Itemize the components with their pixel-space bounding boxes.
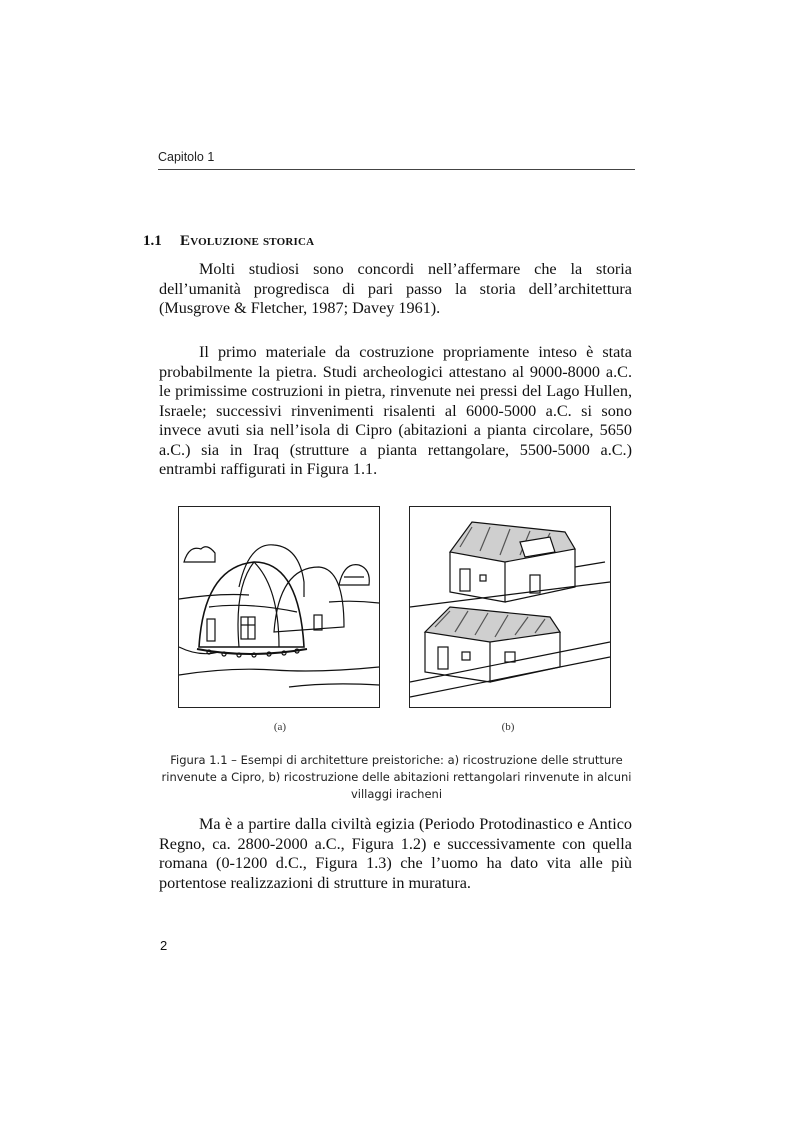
page-number: 2 bbox=[160, 938, 168, 953]
circular-huts-illustration bbox=[179, 507, 379, 707]
header-divider bbox=[158, 169, 635, 170]
figure-label-a: (a) bbox=[273, 721, 287, 733]
paragraph-1: Molti studiosi sono concordi nell’affermare che la storia dell’umanità progredisca di pari passo la storia dell’architettura (Musgrove & Fletcher, 1987; Davey 1961). bbox=[159, 260, 632, 317]
paragraph-3: Ma è a partire dalla civiltà egizia (Periodo Protodinastico e Antico Regno, ca. 2800-2000 a.C., Figura 1.2) e successivamente con quella romana (0-1200 d.C., Figura 1.3) che l’uomo ha dato vita alle più portentose realizzazioni di strutture in muratura. bbox=[159, 815, 632, 892]
figure-label-b: (b) bbox=[501, 721, 515, 733]
rectangular-houses-illustration bbox=[410, 507, 610, 707]
section-number: 1.1 bbox=[143, 233, 162, 249]
paragraph-2: Il primo materiale da costruzione propriamente inteso è stata probabilmente la pietra. Studi archeologici attestano al 9000-8000 a.C. le primissime costruzioni in pietra, rinvenute nei pressi del Lago Hullen, Israele; successivi rinvenimenti risalenti al 6000-5000 a.C. si sono invece avuti sia nell’isola di Cipro (abitazioni a pianta circolare, 5650 a.C.) sia in Iraq (strutture a pianta rettangolare, 5500-5000 a.C.) entrambi raffigurati in Figura 1.1. bbox=[159, 343, 632, 478]
section-heading bbox=[143, 233, 314, 250]
section-title: Evoluzione storica bbox=[180, 233, 315, 249]
figure-panel-a bbox=[178, 506, 380, 708]
running-header: Capitolo 1 bbox=[158, 150, 215, 164]
figure-panel-b bbox=[409, 506, 611, 708]
figure-caption: Figura 1.1 – Esempi di architetture preistoriche: a) ricostruzione delle strutture rinvenute a Cipro, b) ricostruzione delle abitazioni rettangolari rinvenute in alcuni villaggi iracheni bbox=[161, 753, 632, 801]
